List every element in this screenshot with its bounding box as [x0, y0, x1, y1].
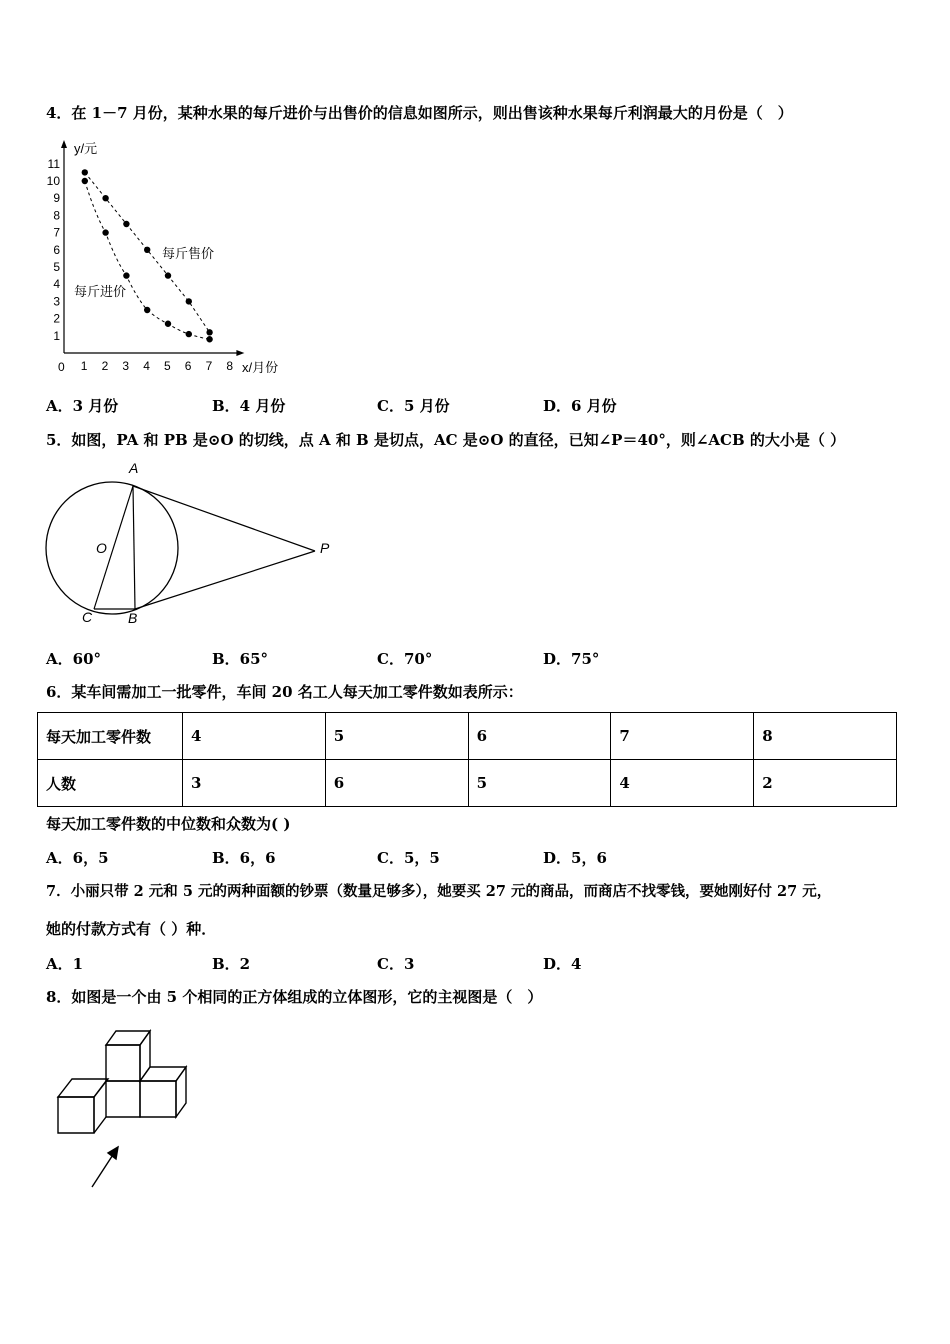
q6-cell: 5 [325, 713, 468, 760]
q4-x-tick-label: 2 [101, 359, 109, 373]
q6-cell: 3 [183, 760, 326, 807]
q4-x-arrow-icon [236, 350, 244, 356]
cube-middle-front [106, 1081, 140, 1117]
circle-o [46, 482, 178, 614]
q4-option-d[interactable]: D．6 月份 [543, 397, 617, 415]
q4-data-point [144, 247, 150, 253]
q4-y-tick-label: 8 [53, 208, 60, 223]
q4-data-point [102, 229, 108, 235]
q6-option-a[interactable]: A．6，5 [46, 849, 109, 867]
q4-y-tick-label: 5 [53, 260, 60, 274]
q4-series-label-sale: 每斤售价 [162, 246, 215, 261]
cube-right-front [140, 1081, 176, 1117]
label-o: O [96, 540, 107, 556]
q4-data-point [123, 272, 129, 278]
cube-right-top [140, 1067, 186, 1081]
q4-y-arrow-icon [61, 140, 67, 148]
q4-x-tick-label: 8 [226, 359, 234, 373]
q4-stem: 4．在 1－7 月份，某种水果的每斤进价与出售价的信息如图所示，则出售该种水果每斤利润最大的月份是（ ） [46, 104, 793, 122]
cube-right-side [176, 1067, 186, 1117]
q4-y-tick-label: 11 [47, 156, 60, 171]
q5-option-b[interactable]: B．65° [212, 650, 269, 668]
q4-data-point [102, 195, 108, 201]
q4-option-a[interactable]: A．3 月份 [46, 397, 119, 415]
cube-top-front [106, 1045, 140, 1081]
q6-cell: 8 [754, 713, 897, 760]
q4-x-axis-label: x/月份 [242, 360, 279, 375]
q7-option-c[interactable]: C．3 [377, 955, 415, 973]
q4-y-tick-label: 6 [53, 242, 60, 257]
q4-data-point [206, 329, 212, 335]
q4-option-b[interactable]: B．4 月份 [212, 397, 286, 415]
q4-y-tick-label: 3 [53, 294, 60, 309]
q4-x-tick-label: 5 [164, 359, 171, 373]
q4-y-tick-label: 4 [53, 277, 60, 292]
q4-y-tick-label: 9 [53, 191, 60, 206]
q4-y-tick-label: 10 [46, 174, 60, 188]
tangent-pb [135, 551, 315, 609]
q5-stem: 5．如图，PA 和 PB 是⊙O 的切线，点 A 和 B 是切点，AC 是⊙O 的直径，已知∠P＝40°，则∠ACB 的大小是（ ） [46, 431, 846, 449]
q6-option-c[interactable]: C．5，5 [377, 849, 440, 867]
q4-x-tick-label: 6 [184, 359, 192, 373]
label-b: B [128, 610, 138, 626]
q4-data-point [186, 298, 192, 304]
q6-cell: 5 [468, 760, 611, 807]
label-a: A [129, 460, 139, 476]
q4-series-label-cost: 每斤进价 [74, 284, 127, 299]
q7-option-d[interactable]: D．4 [543, 955, 582, 973]
q4-data-point [123, 221, 129, 227]
q6-table-row-people [38, 760, 897, 807]
q4-y-axis-label: y/元 [74, 141, 98, 156]
q6-row1-label: 每天加工零件数 [38, 713, 183, 760]
q8-stem: 8．如图是一个由 5 个相同的正方体组成的立体图形，它的主视图是（ ） [46, 988, 543, 1006]
q7-stem-line1: 7．小丽只带 2 元和 5 元的两种面额的钞票（数量足够多），她要买 27 元的商品，而商店不找零钱，要她刚好付 27 元， [46, 883, 832, 900]
q4-axes [61, 140, 244, 356]
q4-y-tick-label: 1 [53, 328, 60, 343]
q6-option-b[interactable]: B．6，6 [212, 849, 276, 867]
q5-option-a[interactable]: A．60° [46, 650, 102, 668]
q5-option-c[interactable]: C．70° [377, 650, 433, 668]
q6-table-row-parts [38, 713, 897, 760]
q6-row2-label: 人数 [38, 760, 183, 807]
q6-cell: 4 [611, 760, 754, 807]
tangent-pa [133, 486, 315, 551]
q6-table [37, 712, 897, 807]
q4-data-point [165, 272, 171, 278]
q6-question: 每天加工零件数的中位数和众数为( ) [46, 815, 291, 833]
q7-option-b[interactable]: B．2 [212, 955, 251, 973]
label-p: P [320, 540, 330, 556]
q6-cell: 4 [183, 713, 326, 760]
q4-y-tick-label: 7 [53, 225, 60, 240]
q4-x-tick-label: 3 [122, 359, 130, 373]
q4-data-point [165, 321, 171, 327]
q4-data-point [82, 178, 88, 184]
q6-cell: 2 [754, 760, 897, 807]
label-c: C [82, 609, 93, 625]
q4-x-tick-label: 4 [143, 359, 150, 373]
q6-cell: 7 [611, 713, 754, 760]
q4-data-point [144, 307, 150, 313]
q7-option-a[interactable]: A．1 [46, 955, 84, 973]
cube-left-front [58, 1097, 94, 1133]
q4-data-point [82, 169, 88, 175]
q8-cube-figure [50, 1025, 200, 1195]
q5-option-d[interactable]: D．75° [543, 650, 600, 668]
q4-y-tick-label: 2 [53, 311, 60, 326]
q4-data-point [186, 331, 192, 337]
arrow-head-icon [108, 1147, 118, 1159]
q4-x-tick-label: 7 [205, 359, 213, 373]
q5-figure [40, 455, 350, 635]
q6-option-d[interactable]: D．5，6 [543, 849, 607, 867]
q4-chart [40, 138, 300, 383]
q6-cell: 6 [468, 713, 611, 760]
q4-x-tick-label: 1 [80, 359, 88, 373]
q4-ticks [47, 157, 234, 373]
q4-option-c[interactable]: C．5 月份 [377, 397, 450, 415]
q4-origin-label: 0 [58, 360, 65, 374]
cube-top-top [106, 1031, 150, 1045]
q6-cell: 6 [325, 760, 468, 807]
q7-stem-line2: 她的付款方式有（ ）种． [46, 920, 217, 938]
q6-stem: 6．某车间需加工一批零件，车间 20 名工人每天加工零件数如表所示： [46, 683, 523, 701]
q4-data-point [206, 336, 212, 342]
chord-ab [133, 486, 135, 609]
